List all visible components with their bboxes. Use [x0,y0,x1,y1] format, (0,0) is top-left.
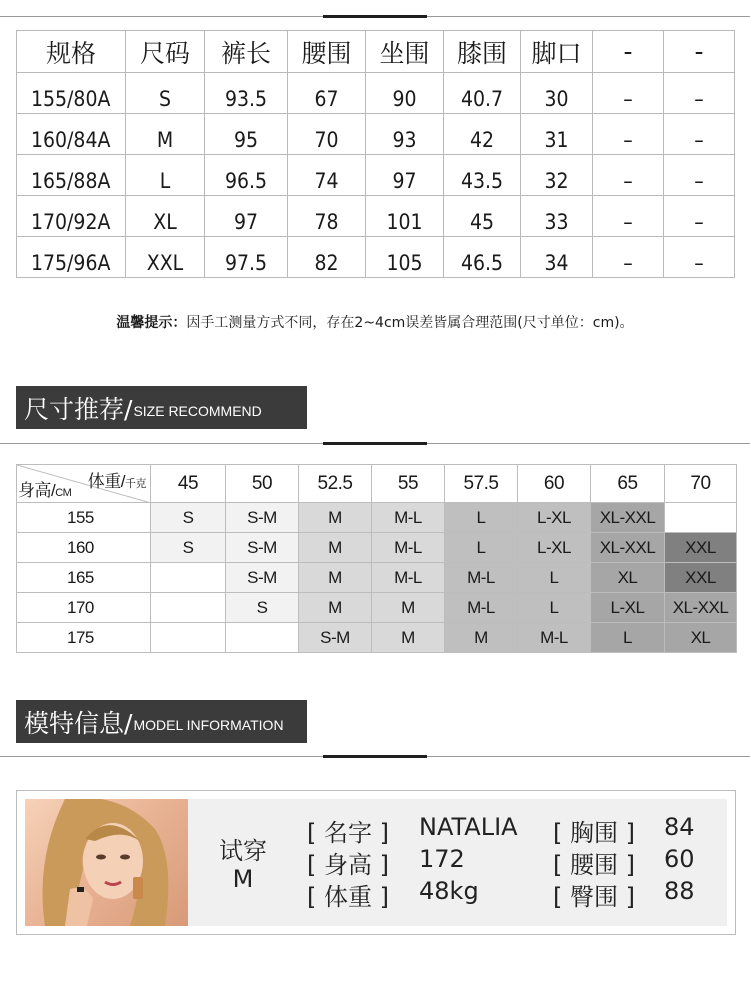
table-row [17,237,735,278]
size-cell: XL [665,623,737,653]
header-cell: - [593,31,664,73]
header-cell: 膝围 [444,31,521,73]
size-cell: S-M [226,533,299,563]
height-cell: 165 [17,563,151,593]
size-cell [226,623,299,653]
table-cell: M [126,114,205,155]
size-cell [151,593,226,623]
spec-cell: 175/96A [17,237,126,278]
model-card-inner [25,799,727,926]
name-label: [ 名字 ] [307,819,389,847]
table-cell: – [593,114,664,155]
header-cell: 腰围 [288,31,366,73]
table-cell: 82 [288,237,366,278]
size-cell: L [445,503,518,533]
banner-subtitle: SIZE RECOMMEND [133,402,262,419]
table-cell: 43.5 [444,155,521,196]
table-row [17,114,735,155]
table-cell: 70 [288,114,366,155]
hip-value: 88 [664,877,695,905]
recommend-header-row [17,465,737,503]
try-on-size: M [232,865,254,893]
table-cell: 74 [288,155,366,196]
table-cell: – [664,196,735,237]
table-row [17,73,735,114]
table-cell: 101 [366,196,444,237]
table-cell: 40.7 [444,73,521,114]
table-row [17,196,735,237]
table-cell: – [664,73,735,114]
weight-header-cell: 57.5 [445,465,518,503]
weight-value: 48kg [419,877,479,905]
banner-title: 尺寸推荐/ [24,394,133,424]
table-row [17,155,735,196]
size-cell: S-M [226,563,299,593]
model-photo [25,799,188,926]
spec-cell: 160/84A [17,114,126,155]
table-row [17,533,737,563]
header-cell: 坐围 [366,31,444,73]
table-cell: 95 [205,114,288,155]
size-cell: L-XL [518,533,591,563]
weight-header-cell: 60 [518,465,591,503]
model-info-banner [16,700,307,743]
size-cell: L [518,563,591,593]
section-divider-accent [323,442,427,445]
table-row [17,623,737,653]
table-cell: 96.5 [205,155,288,196]
table-cell: – [664,237,735,278]
weight-header-cell: 55 [372,465,445,503]
size-cell: M [299,533,372,563]
size-cell: L [591,623,665,653]
table-cell: – [593,73,664,114]
size-recommend-banner [16,386,307,429]
size-recommend-table [16,464,737,653]
size-cell: XXL [665,563,737,593]
model-card [16,790,736,935]
size-table [16,30,735,278]
table-cell: XXL [126,237,205,278]
weight-label: 体重/ [87,472,125,491]
table-cell: 93.5 [205,73,288,114]
size-cell: S-M [226,503,299,533]
table-row [17,563,737,593]
size-cell: M [299,563,372,593]
table-cell: S [126,73,205,114]
table-cell: – [593,237,664,278]
waist-label: [ 腰围 ] [553,851,635,879]
banner-title: 模特信息/ [24,708,133,738]
height-axis-label [18,476,71,501]
weight-header-cell: 70 [665,465,737,503]
try-on-label: 试穿 [219,837,267,865]
try-on-info [215,837,271,893]
weight-header-cell: 50 [226,465,299,503]
height-cell: 160 [17,533,151,563]
table-cell: 34 [521,237,593,278]
size-cell [151,563,226,593]
size-cell: XL [591,563,665,593]
height-cell: 175 [17,623,151,653]
table-cell: 45 [444,196,521,237]
note-text: 因手工测量方式不同，存在2~4cm误差皆属合理范围(尺寸单位：cm)。 [186,315,634,331]
bust-value: 84 [664,813,695,841]
banner-subtitle: MODEL INFORMATION [133,716,284,733]
size-cell: S [151,503,226,533]
height-label: [ 身高 ] [307,851,389,879]
header-cell: - [664,31,735,73]
height-cell: 170 [17,593,151,623]
table-cell: 31 [521,114,593,155]
size-cell: XL-XXL [591,503,665,533]
height-label: 身高/ [18,481,56,500]
size-cell: L-XL [518,503,591,533]
size-cell: L [445,533,518,563]
size-cell: M [372,623,445,653]
size-cell: L-XL [591,593,665,623]
weight-axis-label [88,467,146,492]
header-cell: 规格 [17,31,126,73]
top-divider-accent [323,15,427,18]
hip-label: [ 臀围 ] [553,883,635,911]
table-cell: 93 [366,114,444,155]
table-cell: 33 [521,196,593,237]
table-cell: 42 [444,114,521,155]
size-cell: M-L [518,623,591,653]
weight-header-cell: 45 [151,465,226,503]
size-cell: XL-XXL [665,593,737,623]
header-cell: 裤长 [205,31,288,73]
note-label: 温馨提示： [116,315,187,331]
table-cell: 105 [366,237,444,278]
size-cell: M [299,593,372,623]
table-cell: L [126,155,205,196]
size-cell: S [226,593,299,623]
table-cell: 67 [288,73,366,114]
size-cell: M-L [372,563,445,593]
corner-cell [17,465,151,503]
size-cell: M-L [445,593,518,623]
size-table-header [17,31,735,73]
size-cell: S [151,533,226,563]
weight-label: [ 体重 ] [307,883,389,911]
table-cell: 46.5 [444,237,521,278]
size-cell [665,503,737,533]
weight-header-cell: 52.5 [299,465,372,503]
size-cell: XL-XXL [591,533,665,563]
table-row [17,503,737,533]
size-cell: XXL [665,533,737,563]
waist-value: 60 [664,845,695,873]
measurement-note [0,312,750,332]
height-value: 172 [419,845,465,873]
header-cell: 脚口 [521,31,593,73]
height-unit: CM [55,487,72,499]
table-row [17,593,737,623]
size-cell: M-L [445,563,518,593]
height-cell: 155 [17,503,151,533]
size-cell: M-L [372,533,445,563]
table-cell: 97.5 [205,237,288,278]
size-cell: M [299,503,372,533]
size-cell: M [445,623,518,653]
bust-label: [ 胸围 ] [553,819,635,847]
model-portrait-illustration [25,799,188,926]
size-cell: M [372,593,445,623]
table-cell: – [664,155,735,196]
table-cell: – [593,196,664,237]
table-cell: – [664,114,735,155]
size-cell: M-L [372,503,445,533]
size-cell [151,623,226,653]
table-cell: – [593,155,664,196]
section-divider-accent [323,755,427,758]
table-cell: XL [126,196,205,237]
name-value: NATALIA [419,813,518,841]
table-cell: 97 [205,196,288,237]
header-cell: 尺码 [126,31,205,73]
table-cell: 97 [366,155,444,196]
spec-cell: 155/80A [17,73,126,114]
table-cell: 78 [288,196,366,237]
table-cell: 32 [521,155,593,196]
weight-unit: 千克 [125,478,146,490]
size-cell: L [518,593,591,623]
size-cell: S-M [299,623,372,653]
spec-cell: 170/92A [17,196,126,237]
table-cell: 90 [366,73,444,114]
weight-header-cell: 65 [591,465,665,503]
table-cell: 30 [521,73,593,114]
spec-cell: 165/88A [17,155,126,196]
